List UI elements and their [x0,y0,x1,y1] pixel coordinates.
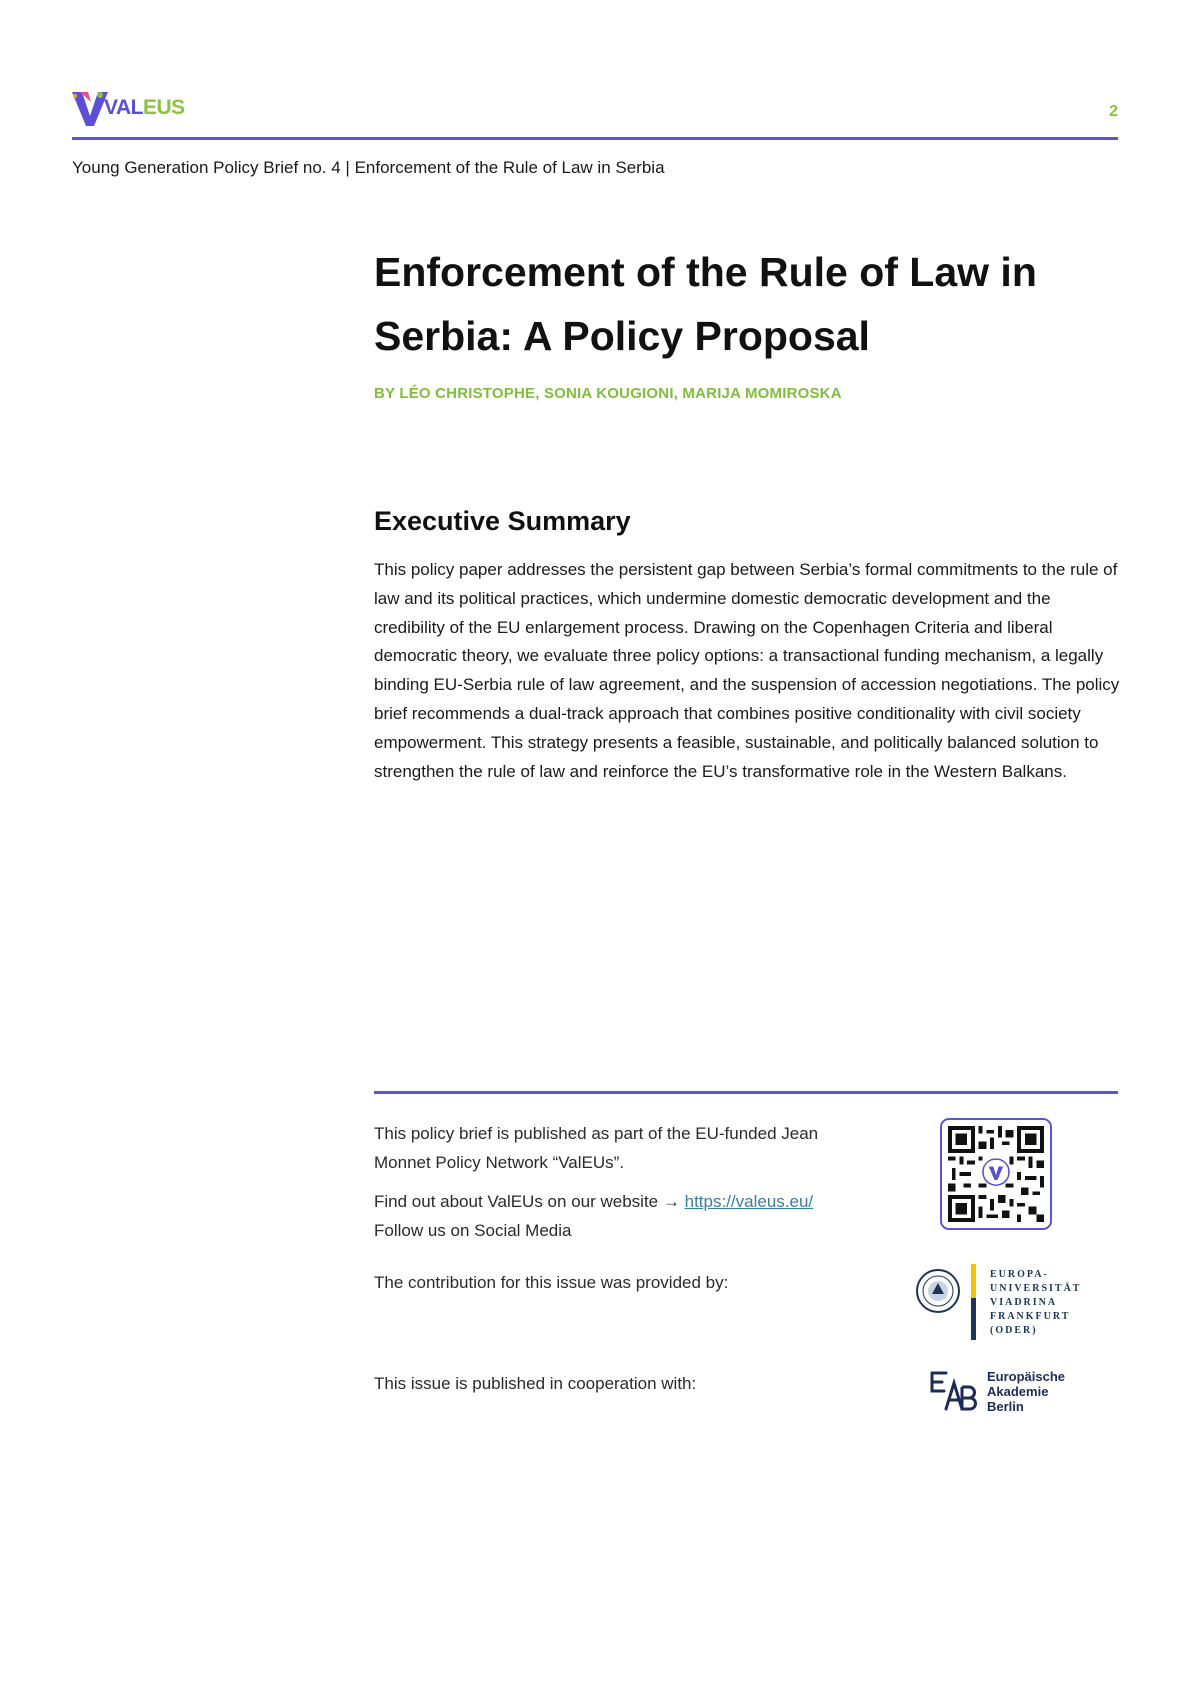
academy-line-3: Berlin [987,1399,1024,1414]
university-line-2: UNIVERSITÄT [990,1283,1082,1294]
author-byline: BY LÉO CHRISTOPHE, SONIA KOUGIONI, MARIJA MOMIROSKA [374,385,842,402]
website-link[interactable]: https://valeus.eu/ [684,1192,814,1211]
footer-divider [374,1091,1118,1094]
eab-logo-icon [928,1369,980,1413]
social-media-text: Follow us on Social Media [374,1221,572,1240]
website-info [374,1187,864,1245]
executive-summary: This policy paper addresses the persistent gap between Serbia’s formal commitments to the rule of law and its political practices, which undermine domestic democratic development and the credibility of the EU enlargement process. Drawing on the Copenhagen Criteria and liberal democratic theory, we evaluate three policy options: a transactional funding mechanism, a legally binding EU-Serbia rule of law agreement, and the suspension of accession negotiations. The policy brief recommends a dual-track approach that combines positive conditionality with civil society empowerment. This strategy presents a feasible, sustainable, and politically balanced solution to strengthen the rule of law and reinforce the EU’s transformative role in the Western Balkans. [374,560,1120,781]
header-divider [72,137,1118,140]
university-line-3: VIADRINA [990,1297,1058,1308]
website-prefix: Find out about ValEUs on our website [374,1192,659,1211]
cooperation-text: This issue is published in cooperation with: [374,1374,697,1393]
university-line-5: (ODER) [990,1325,1038,1336]
page-title [374,240,1134,368]
brand-wordmark [104,96,185,120]
university-line-1: EUROPA- [990,1269,1049,1280]
university-seal-icon [915,1268,961,1314]
university-color-bar [971,1264,976,1340]
section-heading: Executive Summary [374,506,631,536]
published-note: This policy brief is published as part of the EU-funded Jean Monnet Policy Network “ValEUs”. [374,1124,819,1172]
university-line-4: FRANKFURT [990,1311,1071,1322]
arrow-right-icon: → [662,1192,680,1211]
academy-line-1: Europäische [987,1369,1066,1384]
qr-code-icon[interactable] [940,1118,1052,1230]
page-number: 2 [1109,103,1118,120]
brand-accent: EUS [142,96,185,119]
running-head: Young Generation Policy Brief no. 4 | Enforcement of the Rule of Law in Serbia [72,158,665,177]
title-line-1: Enforcement of the Rule of Law in [374,249,1037,295]
brand-main: VAL [104,96,143,119]
university-logo-text [990,1268,1081,1338]
academy-logo-text [987,1369,1065,1414]
contribution-text: The contribution for this issue was provided by: [374,1273,729,1292]
title-line-2: Serbia: A Policy Proposal [374,313,870,359]
academy-line-2: Akademie [987,1384,1049,1399]
